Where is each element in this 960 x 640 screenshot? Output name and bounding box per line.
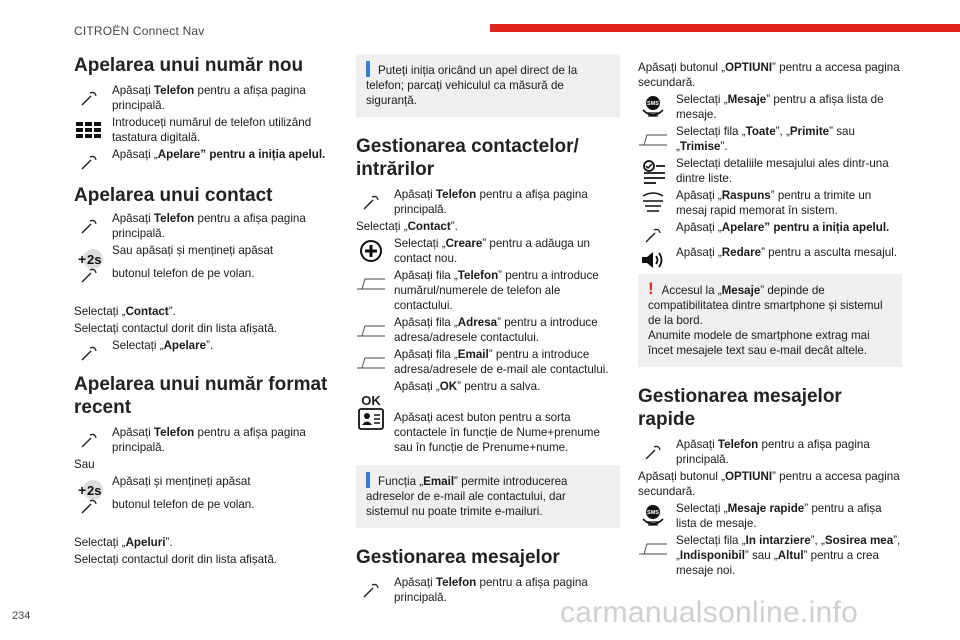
paragraph: Selectați „Apeluri”. bbox=[74, 536, 173, 549]
step: Selectați fila „Toate”, „Primite” sau „Trimise”. bbox=[638, 124, 902, 154]
section-call-recent bbox=[74, 373, 336, 567]
section-manage-contacts bbox=[356, 135, 620, 455]
section-title: Apelarea unui număr format recent bbox=[74, 374, 328, 418]
paragraph: Selectați contactul dorit din lista afișată. bbox=[74, 553, 277, 566]
paragraph: Sau bbox=[74, 458, 95, 471]
section-call-contact bbox=[74, 184, 336, 353]
step: Apăsați fila „Email” pentru a introduce adresa/adresele de e-mail ale contactului. bbox=[356, 347, 620, 377]
svg-text:SMS: SMS bbox=[647, 510, 659, 516]
finger-tap-icon bbox=[356, 187, 386, 217]
warning-note: ! Accesul la „Mesaje” depinde de compatibilitatea dintre smartphone și sistemul de la bord. Anumite modele de smartphone extrag mai încet mesajele text sau e-mail decât altele. bbox=[638, 274, 902, 367]
svg-text:+: + bbox=[78, 251, 87, 267]
paragraph: Selectați „Contact”. bbox=[356, 220, 458, 233]
finger-tap-icon bbox=[74, 211, 104, 241]
svg-text:SMS: SMS bbox=[647, 101, 659, 107]
section-title: Gestionarea mesajelor bbox=[356, 547, 560, 568]
step: Selectați detaliile mesajului ales dintr-una dintre liste. bbox=[638, 156, 902, 186]
step: Apăsați Telefon pentru a afișa pagina principală. bbox=[74, 83, 336, 113]
finger-tap-icon bbox=[74, 338, 104, 368]
step: Apăsați „Apelare” pentru a iniția apelul. bbox=[638, 220, 902, 235]
section-title: Gestionarea contactelor/ intrărilor bbox=[356, 136, 579, 180]
column-1 bbox=[74, 54, 336, 567]
finger-tap-icon bbox=[356, 575, 386, 605]
step: Apăsați Telefon pentru a afișa pagina principală. bbox=[356, 575, 620, 605]
step: Apăsați „Raspuns” pentru a trimite un mesaj rapid memorat în sistem. bbox=[638, 188, 902, 218]
finger-tap-icon bbox=[74, 425, 104, 455]
finger-tap-icon bbox=[74, 260, 104, 290]
step: Apăsați Telefon pentru a afișa pagina principală. bbox=[74, 211, 336, 241]
tab-icon bbox=[638, 533, 668, 563]
section-title: Apelarea unui număr nou bbox=[74, 55, 304, 76]
add-circle-icon bbox=[356, 236, 386, 266]
step: Selectați „Creare” pentru a adăuga un contact nou. bbox=[356, 236, 620, 266]
step: Apăsați Telefon pentru a afișa pagina principală. bbox=[356, 187, 620, 217]
step: Apăsați fila „Adresa” pentru a introduce adresa/adresele contactului. bbox=[356, 315, 620, 345]
header-title: CITROËN Connect Nav bbox=[74, 24, 205, 38]
step: Apăsați Telefon pentru a afișa pagina principală. bbox=[638, 437, 902, 467]
step: Apăsați acest buton pentru a sorta contactele în funcție de Nume+prenume sau în funcție de Prenume+nume. bbox=[356, 404, 620, 455]
paragraph: Apăsați butonul „OPTIUNI” pentru a accesa pagina secundară. bbox=[638, 470, 900, 498]
page-number: 234 bbox=[12, 610, 31, 622]
svg-text:2s: 2s bbox=[87, 483, 102, 498]
step: SMS Selectați „Mesaje rapide” pentru a afișa lista de mesaje. bbox=[638, 501, 902, 531]
step: Apăsați „Apelare” pentru a iniția apelul. bbox=[74, 147, 336, 162]
sms-icon bbox=[638, 501, 668, 531]
column-2 bbox=[356, 54, 620, 605]
warning-icon: ! bbox=[648, 279, 654, 298]
step: SMS Selectați „Mesaje” pentru a afișa lista de mesaje. bbox=[638, 92, 902, 122]
info-note: Puteți iniția oricând un apel direct de la telefon; parcați vehiculul ca măsură de siguranță. bbox=[356, 54, 620, 117]
header-accent-bar bbox=[490, 24, 960, 32]
svg-text:2s: 2s bbox=[87, 252, 102, 267]
list-icon bbox=[638, 156, 668, 186]
step: butonul telefon de pe volan. bbox=[74, 260, 336, 294]
speaker-icon bbox=[638, 245, 668, 275]
section-title: Apelarea unui contact bbox=[74, 185, 273, 206]
tab-icon bbox=[356, 347, 386, 377]
ok-icon: OK bbox=[361, 392, 381, 408]
finger-tap-icon bbox=[74, 491, 104, 521]
info-icon bbox=[366, 61, 370, 77]
watermark: carmanualsonline.info bbox=[560, 596, 859, 629]
finger-tap-icon bbox=[74, 147, 104, 177]
tab-icon bbox=[356, 315, 386, 345]
section-title: Gestionarea mesajelor rapide bbox=[638, 386, 842, 430]
sms-icon bbox=[638, 92, 668, 122]
sort-contacts-icon bbox=[356, 404, 386, 434]
finger-tap-icon bbox=[74, 83, 104, 113]
step: Selectați „Apelare”. bbox=[74, 338, 336, 353]
section-call-new-number bbox=[74, 54, 336, 162]
keypad-icon bbox=[74, 115, 104, 145]
message-lines-icon bbox=[638, 188, 668, 218]
info-note: Funcția „Email” permite introducerea adreselor de e-mail ale contactului, dar sistemul nu poate trimite e-mailuri. bbox=[356, 465, 620, 528]
note-line: Anumite modele de smartphone extrag mai încet mesajele text sau e-mail decât altele. bbox=[648, 329, 870, 357]
info-icon bbox=[366, 472, 370, 488]
step: + 2s Apăsați și mențineți apăsat bbox=[74, 474, 336, 489]
paragraph: Apăsați butonul „OPTIUNI” pentru a accesa pagina secundară. bbox=[638, 61, 900, 89]
svg-text:+: + bbox=[78, 482, 87, 498]
tab-icon bbox=[638, 124, 668, 154]
paragraph: Selectați contactul dorit din lista afișată. bbox=[74, 322, 277, 335]
section-quick-messages bbox=[638, 385, 902, 578]
tab-icon bbox=[356, 268, 386, 298]
step: Introduceți numărul de telefon utilizând tastatura digitală. bbox=[74, 115, 336, 145]
step: Apăsați Telefon pentru a afișa pagina principală. bbox=[74, 425, 336, 455]
section-messages-continued bbox=[638, 60, 902, 260]
step: Apăsați fila „Telefon” pentru a introduce numărul/numerele de telefon ale contactului. bbox=[356, 268, 620, 313]
step: Selectați fila „In intarziere”, „Sosirea mea”, „Indisponibil” sau „Altul” pentru a crea mesaje noi. bbox=[638, 533, 902, 578]
step: + 2s Sau apăsați și mențineți apăsat bbox=[74, 243, 336, 258]
step: Apăsați „Redare” pentru a asculta mesajul. bbox=[638, 245, 902, 260]
column-3 bbox=[638, 54, 902, 578]
finger-tap-icon bbox=[638, 437, 668, 467]
step: butonul telefon de pe volan. bbox=[74, 491, 336, 525]
paragraph: Selectați „Contact”. bbox=[74, 305, 176, 318]
step: OK Apăsați „OK” pentru a salva. bbox=[356, 379, 620, 394]
